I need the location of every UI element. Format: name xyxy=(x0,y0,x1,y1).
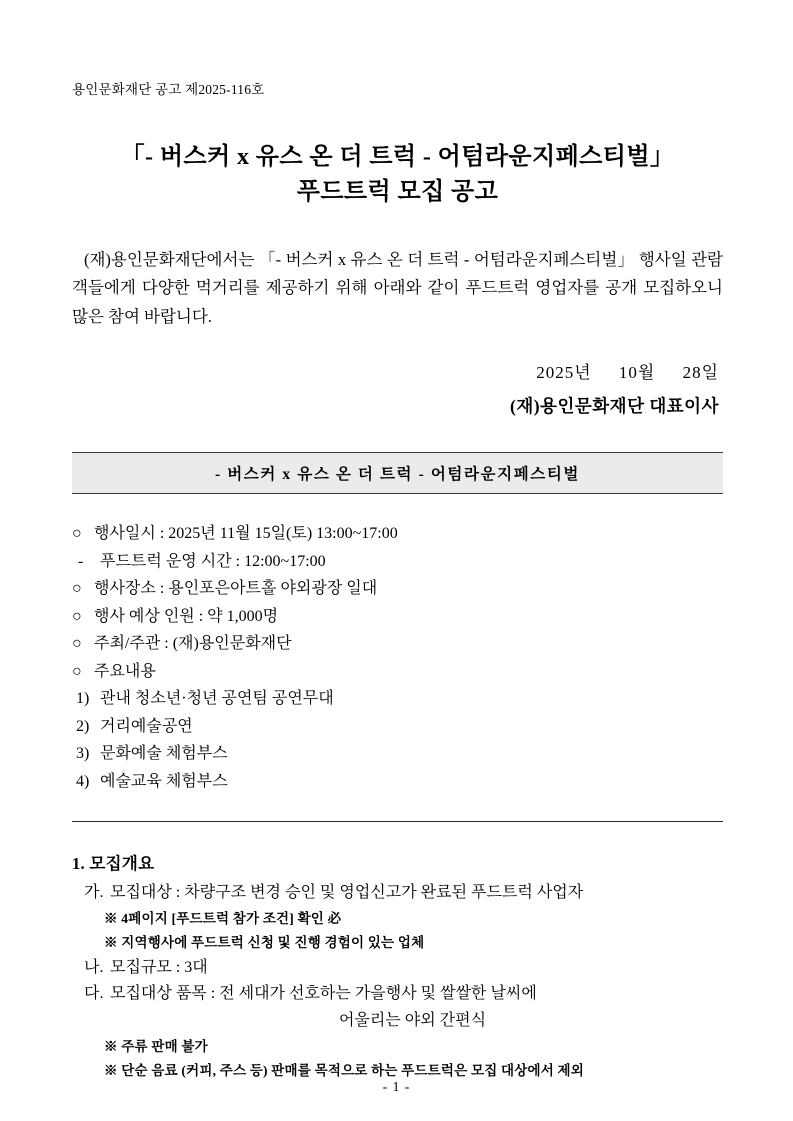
list-item-marker: 3) xyxy=(76,745,90,763)
list-item xyxy=(72,658,723,686)
issue-date-year: 2025년 xyxy=(536,363,592,383)
list-item-marker: 4) xyxy=(76,772,90,790)
page-title-line-2: 푸드트럭 모집 공고 xyxy=(296,178,499,205)
section-1-item-a-text: 모집대상 : 차량구조 변경 승인 및 영업신고가 완료된 푸드트럭 사업자 xyxy=(110,884,584,902)
section-1-item-c-label: 다. xyxy=(84,985,104,1003)
section-1-item-c-text: 모집대상 품목 : 전 세대가 선호하는 가을행사 및 쌀쌀한 날씨에 xyxy=(110,985,537,1003)
section-1-item-a xyxy=(72,880,723,907)
list-item-marker: ○ xyxy=(72,580,82,598)
issue-date-day: 28일 xyxy=(682,363,719,383)
section-1-item-c-continuation: 어울리는 야외 간편식 xyxy=(338,1012,487,1030)
section-1-note-a-1: ※ 4페이지 [푸드트럭 참가 조건] 확인 必 xyxy=(104,911,342,927)
section-1-item-b xyxy=(72,955,723,982)
section-1-heading: 1. 모집개요 xyxy=(72,854,155,874)
intro-text: (재)용인문화재단에서는 「- 버스커 x 유스 온 더 트럭 - 어텀라운지페스티벌」 행사일 관람객들에게 다양한 먹거리를 제공하기 위해 아래와 같이 푸드트럭 영업자를 공개 모집하오니 많은 참여 바랍니다. xyxy=(72,249,723,327)
list-item-text: 행사장소 : 용인포은아트홀 야외광장 일대 xyxy=(94,580,378,598)
list-item xyxy=(72,575,723,603)
page-title xyxy=(72,140,723,210)
section-1-note-c-1: ※ 주류 판매 불가 xyxy=(104,1039,208,1055)
list-item-marker: 2) xyxy=(76,717,90,735)
list-item-marker: - xyxy=(78,552,84,570)
event-banner: - 버스커 x 유스 온 더 트럭 - 어텀라운지페스티벌 xyxy=(72,452,723,494)
list-item-marker: ○ xyxy=(72,635,82,653)
list-item-text: 행사일시 : 2025년 11월 15일(토) 13:00~17:00 xyxy=(94,525,398,543)
intro-paragraph xyxy=(72,246,723,333)
list-item-text: 문화예술 체험부스 xyxy=(100,745,228,763)
list-item-text: 거리예술공연 xyxy=(100,717,193,735)
page-title-line-1: 「- 버스커 x 유스 온 더 트럭 - 어텀라운지페스티벌」 xyxy=(120,144,675,170)
issue-date-month: 10월 xyxy=(618,363,656,383)
section-1-item-b-label: 나. xyxy=(84,958,104,976)
list-item-text: 주요내용 xyxy=(94,662,156,680)
page-footer: - 1 - xyxy=(382,1079,411,1094)
section-1-note-c-2: ※ 단순 음료 (커피, 주스 등) 판매를 목적으로 하는 푸드트럭은 모집 대상에서 제외 xyxy=(104,1062,585,1078)
list-item xyxy=(72,740,723,768)
section-1-body xyxy=(72,880,723,1082)
list-item-text: 관내 청소년·청년 공연팀 공연무대 xyxy=(100,690,334,708)
list-item-marker: ○ xyxy=(72,662,82,680)
list-item xyxy=(72,520,723,548)
list-item xyxy=(72,685,723,713)
list-item xyxy=(72,713,723,741)
section-1-item-a-label: 가. xyxy=(84,884,104,902)
issue-date xyxy=(72,358,723,383)
list-item xyxy=(72,548,723,576)
event-info-list xyxy=(72,520,723,795)
section-1-note-a-2: ※ 지역행사에 푸드트럭 신청 및 진행 경험이 있는 업체 xyxy=(104,934,425,950)
list-item-marker: 1) xyxy=(76,690,90,708)
list-item-marker: ○ xyxy=(72,607,82,625)
section-1-item-b-text: 모집규모 : 3대 xyxy=(110,958,208,976)
issuer: (재)용인문화재단 대표이사 xyxy=(510,396,719,417)
list-item xyxy=(72,603,723,631)
list-item-marker: ○ xyxy=(72,525,82,543)
section-divider xyxy=(72,821,723,822)
list-item-text: 푸드트럭 운영 시간 : 12:00~17:00 xyxy=(100,552,326,570)
list-item-text: 행사 예상 인원 : 약 1,000명 xyxy=(94,607,279,625)
list-item xyxy=(72,768,723,796)
section-1-item-c xyxy=(72,981,723,1008)
list-item xyxy=(72,630,723,658)
list-item-text: 주최/주관 : (재)용인문화재단 xyxy=(94,635,292,653)
list-item-text: 예술교육 체험부스 xyxy=(100,772,228,790)
document-number: 용인문화재단 공고 제2025-116호 xyxy=(72,82,265,97)
